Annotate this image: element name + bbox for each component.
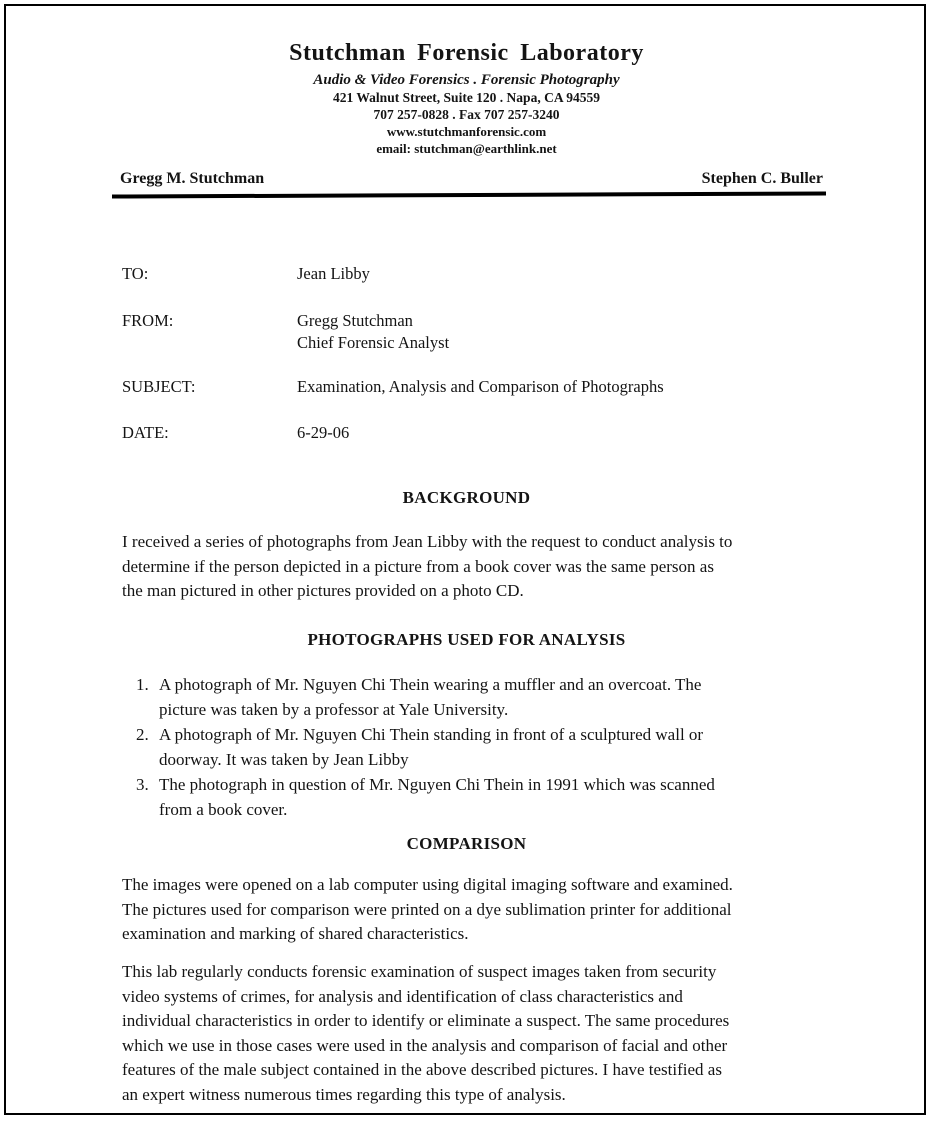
section-background [0, 488, 933, 508]
memo-label-date: DATE: [122, 423, 169, 442]
list-item-line: doorway. It was taken by Jean Libby [159, 750, 409, 769]
background-paragraph [122, 530, 854, 604]
list-item [136, 722, 865, 772]
comparison-paragraph-2 [122, 960, 854, 1107]
memo-value-subject: Examination, Analysis and Comparison of Photographs [297, 377, 664, 396]
list-item-line: A photograph of Mr. Nguyen Chi Thein standing in front of a sculptured wall or [159, 725, 704, 744]
paragraph-line: The images were opened on a lab computer using digital imaging software and examined. [122, 875, 733, 894]
memo-row-to [122, 263, 370, 285]
photographs-list [136, 672, 865, 822]
list-item-line: A photograph of Mr. Nguyen Chi Thein wearing a muffler and an overcoat. The [159, 675, 702, 694]
paragraph-line: I received a series of photographs from Jean Libby with the request to conduct analysis to [122, 532, 733, 551]
list-item-line: from a book cover. [159, 800, 288, 819]
background-heading: BACKGROUND [402, 488, 531, 507]
photographs-heading: PHOTOGRAPHS USED FOR ANALYSIS [307, 630, 626, 649]
section-comparison [0, 834, 933, 854]
memo-value-from [297, 310, 449, 354]
examiners-row [120, 170, 823, 188]
list-item-line: The photograph in question of Mr. Nguyen Chi Thein in 1991 which was scanned [159, 775, 715, 794]
paragraph-line: an expert witness numerous times regarding this type of analysis. [122, 1084, 566, 1104]
paragraph-line: the man pictured in other pictures provided on a photo CD. [122, 581, 524, 600]
paragraph-line: This lab regularly conducts forensic examination of suspect images taken from security [122, 962, 717, 981]
memo-from-line-1: Gregg Stutchman [297, 311, 413, 330]
paragraph-line: features of the male subject contained in the above described pictures. I have testified as [122, 1060, 722, 1079]
list-item-number: 1. [136, 675, 149, 694]
lab-address: 421 Walnut Street, Suite 120 . Napa, CA 94559 [333, 90, 600, 105]
comparison-paragraph-1 [122, 873, 854, 947]
lab-email: email: stutchman@earthlink.net [376, 141, 557, 156]
letterhead [0, 40, 933, 157]
comparison-heading: COMPARISON [406, 834, 527, 853]
list-item [136, 672, 865, 722]
memo-label-to: TO: [122, 264, 149, 283]
paragraph-line: determine if the person depicted in a picture from a book cover was the same person as [122, 556, 714, 576]
lab-phone-fax: 707 257-0828 . Fax 707 257-3240 [373, 107, 560, 122]
section-photographs [0, 630, 933, 650]
paragraph-line: examination and marking of shared characteristics. [122, 924, 469, 943]
list-item-number: 3. [136, 775, 149, 794]
memo-from-line-2: Chief Forensic Analyst [297, 333, 450, 352]
memo-row-from [122, 310, 449, 354]
paragraph-line: The pictures used for comparison were printed on a dye sublimation printer for additional [122, 899, 732, 919]
paragraph-line: which we use in those cases were used in the analysis and comparison of facial and other [122, 1035, 728, 1055]
list-item-number: 2. [136, 725, 149, 744]
lab-title: Stutchman Forensic Laboratory [289, 40, 644, 66]
paragraph-line: individual characteristics in order to identify or eliminate a suspect. The same procedures [122, 1011, 730, 1030]
memo-label-subject: SUBJECT: [122, 377, 196, 396]
lab-subtitle: Audio & Video Forensics . Forensic Photography [313, 72, 620, 88]
examiner-name-right: Stephen C. Buller [701, 170, 823, 187]
memo-row-date [122, 422, 349, 444]
memo-label-from: FROM: [122, 311, 174, 330]
memo-value-date: 6-29-06 [297, 423, 350, 442]
lab-website: www.stutchmanforensic.com [386, 124, 547, 139]
memo-row-subject [122, 376, 664, 398]
list-item-line: picture was taken by a professor at Yale University. [159, 700, 509, 719]
paragraph-line: video systems of crimes, for analysis and identification of class characteristics and [122, 986, 683, 1006]
horizontal-rule [112, 191, 826, 198]
examiner-name-left: Gregg M. Stutchman [120, 170, 265, 187]
memo-value-to: Jean Libby [297, 264, 370, 283]
list-item [136, 772, 865, 822]
